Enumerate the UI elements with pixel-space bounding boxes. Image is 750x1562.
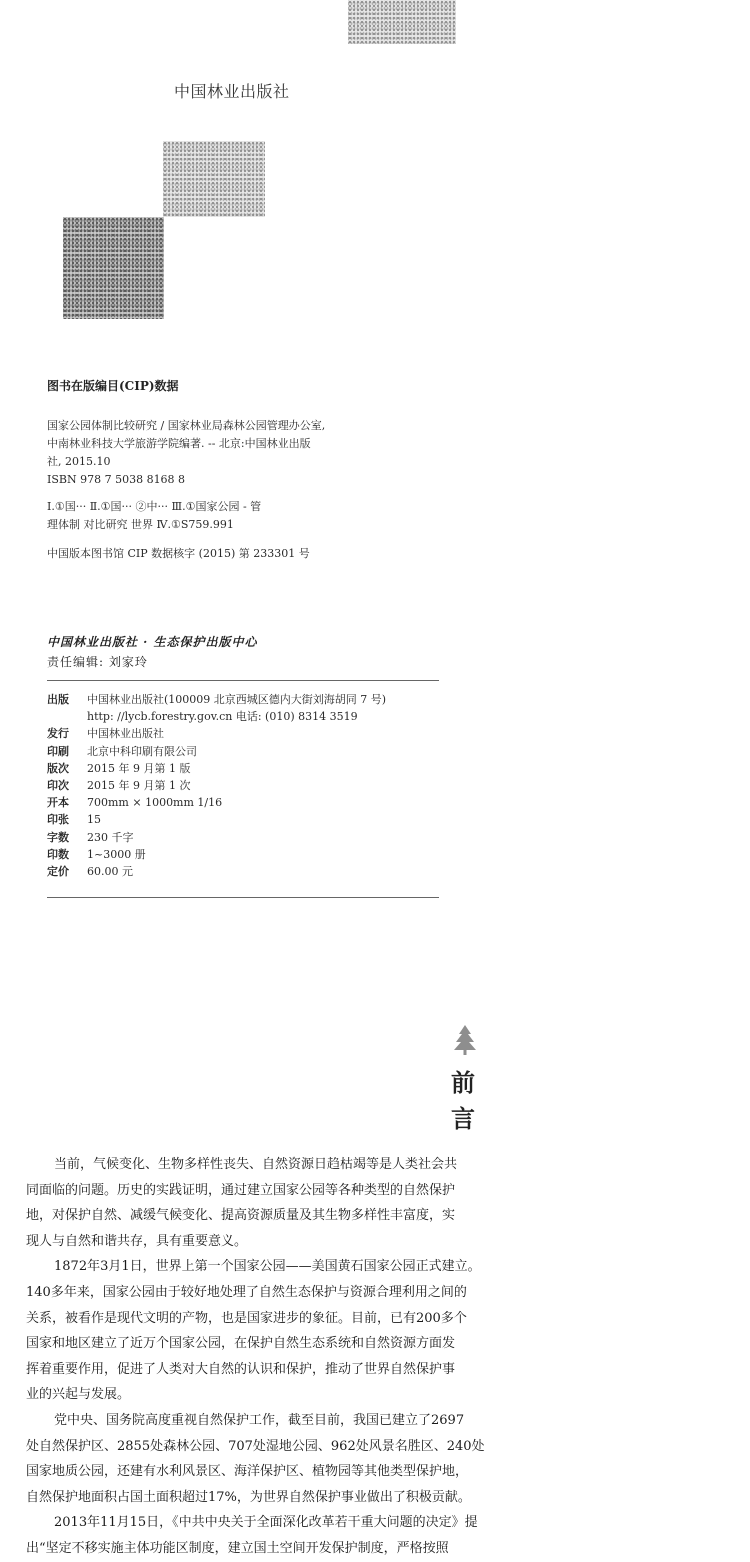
info-value: 2015 年 9 月第 1 版 [87, 761, 191, 775]
publication-info-row [47, 847, 146, 863]
cip-heading: 图书在版编目(CIP)数据 [47, 379, 179, 393]
info-value: 中国林业出版社 [87, 727, 164, 741]
info-label: 印数 [47, 847, 69, 861]
divider [47, 897, 439, 898]
decorative-pattern-lower [63, 217, 164, 319]
cip-isbn: ISBN 978 7 5038 8168 8 [47, 473, 186, 486]
publication-info-row [47, 830, 134, 846]
publication-info-row [47, 726, 164, 742]
info-label: 出版 [47, 693, 69, 706]
preface-line: 业的兴起与发展。 [26, 1387, 131, 1403]
cip-line: 社, 2015.10 [47, 455, 111, 468]
publication-info-row [47, 744, 197, 760]
preface-line: 党中央、国务院高度重视自然保护工作，截至目前，我国已建立了2697 [54, 1413, 465, 1428]
preface-line: 自然保护地面积占国土面积超过17%，为世界自然保护事业做出了积极贡献。 [26, 1489, 471, 1505]
info-value: 15 [87, 813, 101, 827]
publication-info-row [47, 692, 386, 708]
cip-line: 国家公园体制比较研究 / 国家林业局森林公园管理办公室, [47, 419, 326, 432]
cip-library-note: 中国版本图书馆 CIP 数据核字 (2015) 第 233301 号 [47, 547, 310, 560]
publication-info-row [47, 778, 190, 794]
divider [47, 680, 439, 681]
info-label: 字数 [47, 830, 69, 844]
decorative-pattern-top [348, 0, 456, 44]
publication-info-row [47, 709, 358, 725]
preface-line: 地，对保护自然、减缓气候变化、提高资源质量及其生物多样性丰富度，实 [26, 1208, 456, 1224]
info-label: 印次 [47, 779, 69, 792]
publication-info-row [47, 795, 222, 811]
tree-icon [452, 1024, 478, 1056]
preface-line: 挥着重要作用，促进了人类对大自然的认识和保护，推动了世界自然保护事 [26, 1361, 456, 1377]
publication-info-row [47, 812, 101, 828]
info-value: 北京中科印刷有限公司 [87, 744, 197, 758]
publisher-name: 中国林业出版社 [174, 82, 290, 101]
cip-line: 中南林业科技大学旅游学院编著. -- 北京:中国林业出版 [47, 437, 311, 450]
preface-line: 2013年11月15日，《中共中央关于全面深化改革若干重大问题的决定》提 [54, 1515, 478, 1531]
preface-line: 现人与自然和谐共存，具有重要意义。 [26, 1233, 248, 1249]
info-value: http: //lycb.forestry.gov.cn 电话: (010) 8314 3519 [87, 710, 358, 724]
info-label: 发行 [47, 727, 69, 741]
info-value: 1~3000 册 [87, 847, 146, 861]
info-value: 2015 年 9 月第 1 次 [87, 779, 191, 792]
preface-line: 国家地质公园，还建有水利风景区、海洋保护区、植物园等其他类型保护地， [26, 1464, 469, 1480]
preface-title-char: 前 [451, 1068, 475, 1097]
info-value: 中国林业出版社(100009 北京西城区德内大街刘海胡同 7 号) [87, 693, 387, 706]
publication-info-row [47, 761, 190, 777]
info-value: 700mm × 1000mm 1/16 [87, 796, 223, 810]
preface-line: 出“坚定不移实施主体功能区制度，建立国土空间开发保护制度，严格按照 [26, 1541, 449, 1556]
info-label: 定价 [47, 865, 69, 878]
info-value: 230 千字 [87, 830, 134, 844]
preface-line: 1872年3月1日，世界上第一个国家公园——美国黄石国家公园正式建立。 [54, 1259, 481, 1275]
preface-line: 处自然保护区、2855处森林公园、707处湿地公园、962处风景名胜区、240处 [26, 1438, 485, 1454]
publication-center: 中国林业出版社 · 生态保护出版中心 [47, 635, 258, 649]
info-label: 开本 [47, 796, 69, 810]
preface-line: 关系，被看作是现代文明的产物，也是国家进步的象征。目前，已有200多个 [26, 1310, 467, 1326]
info-label: 印张 [47, 813, 69, 827]
info-label: 印刷 [47, 744, 69, 758]
cip-classification: 理体制 对比研究 世界 Ⅳ.①S759.991 [47, 518, 234, 531]
info-value: 60.00 元 [87, 865, 133, 878]
info-label: 版次 [47, 761, 69, 775]
publication-info-row [47, 864, 133, 880]
decorative-pattern-middle [163, 141, 265, 217]
preface-line: 140多年来，国家公园由于较好地处理了自然生态保护与资源合理利用之间的 [26, 1285, 467, 1300]
preface-title-char: 言 [451, 1104, 475, 1133]
preface-line: 当前，气候变化、生物多样性丧失、自然资源日趋枯竭等是人类社会共 [54, 1157, 458, 1172]
editor-line: 责任编辑: 刘家玲 [47, 655, 148, 669]
cip-classification: Ⅰ.①国··· Ⅱ.①国··· ②中··· Ⅲ.①国家公园 - 管 [47, 500, 262, 513]
preface-line: 国家和地区建立了近万个国家公园，在保护自然生态系统和自然资源方面发 [26, 1336, 456, 1352]
preface-line: 同面临的问题。历史的实践证明，通过建立国家公园等各种类型的自然保护 [26, 1182, 456, 1198]
